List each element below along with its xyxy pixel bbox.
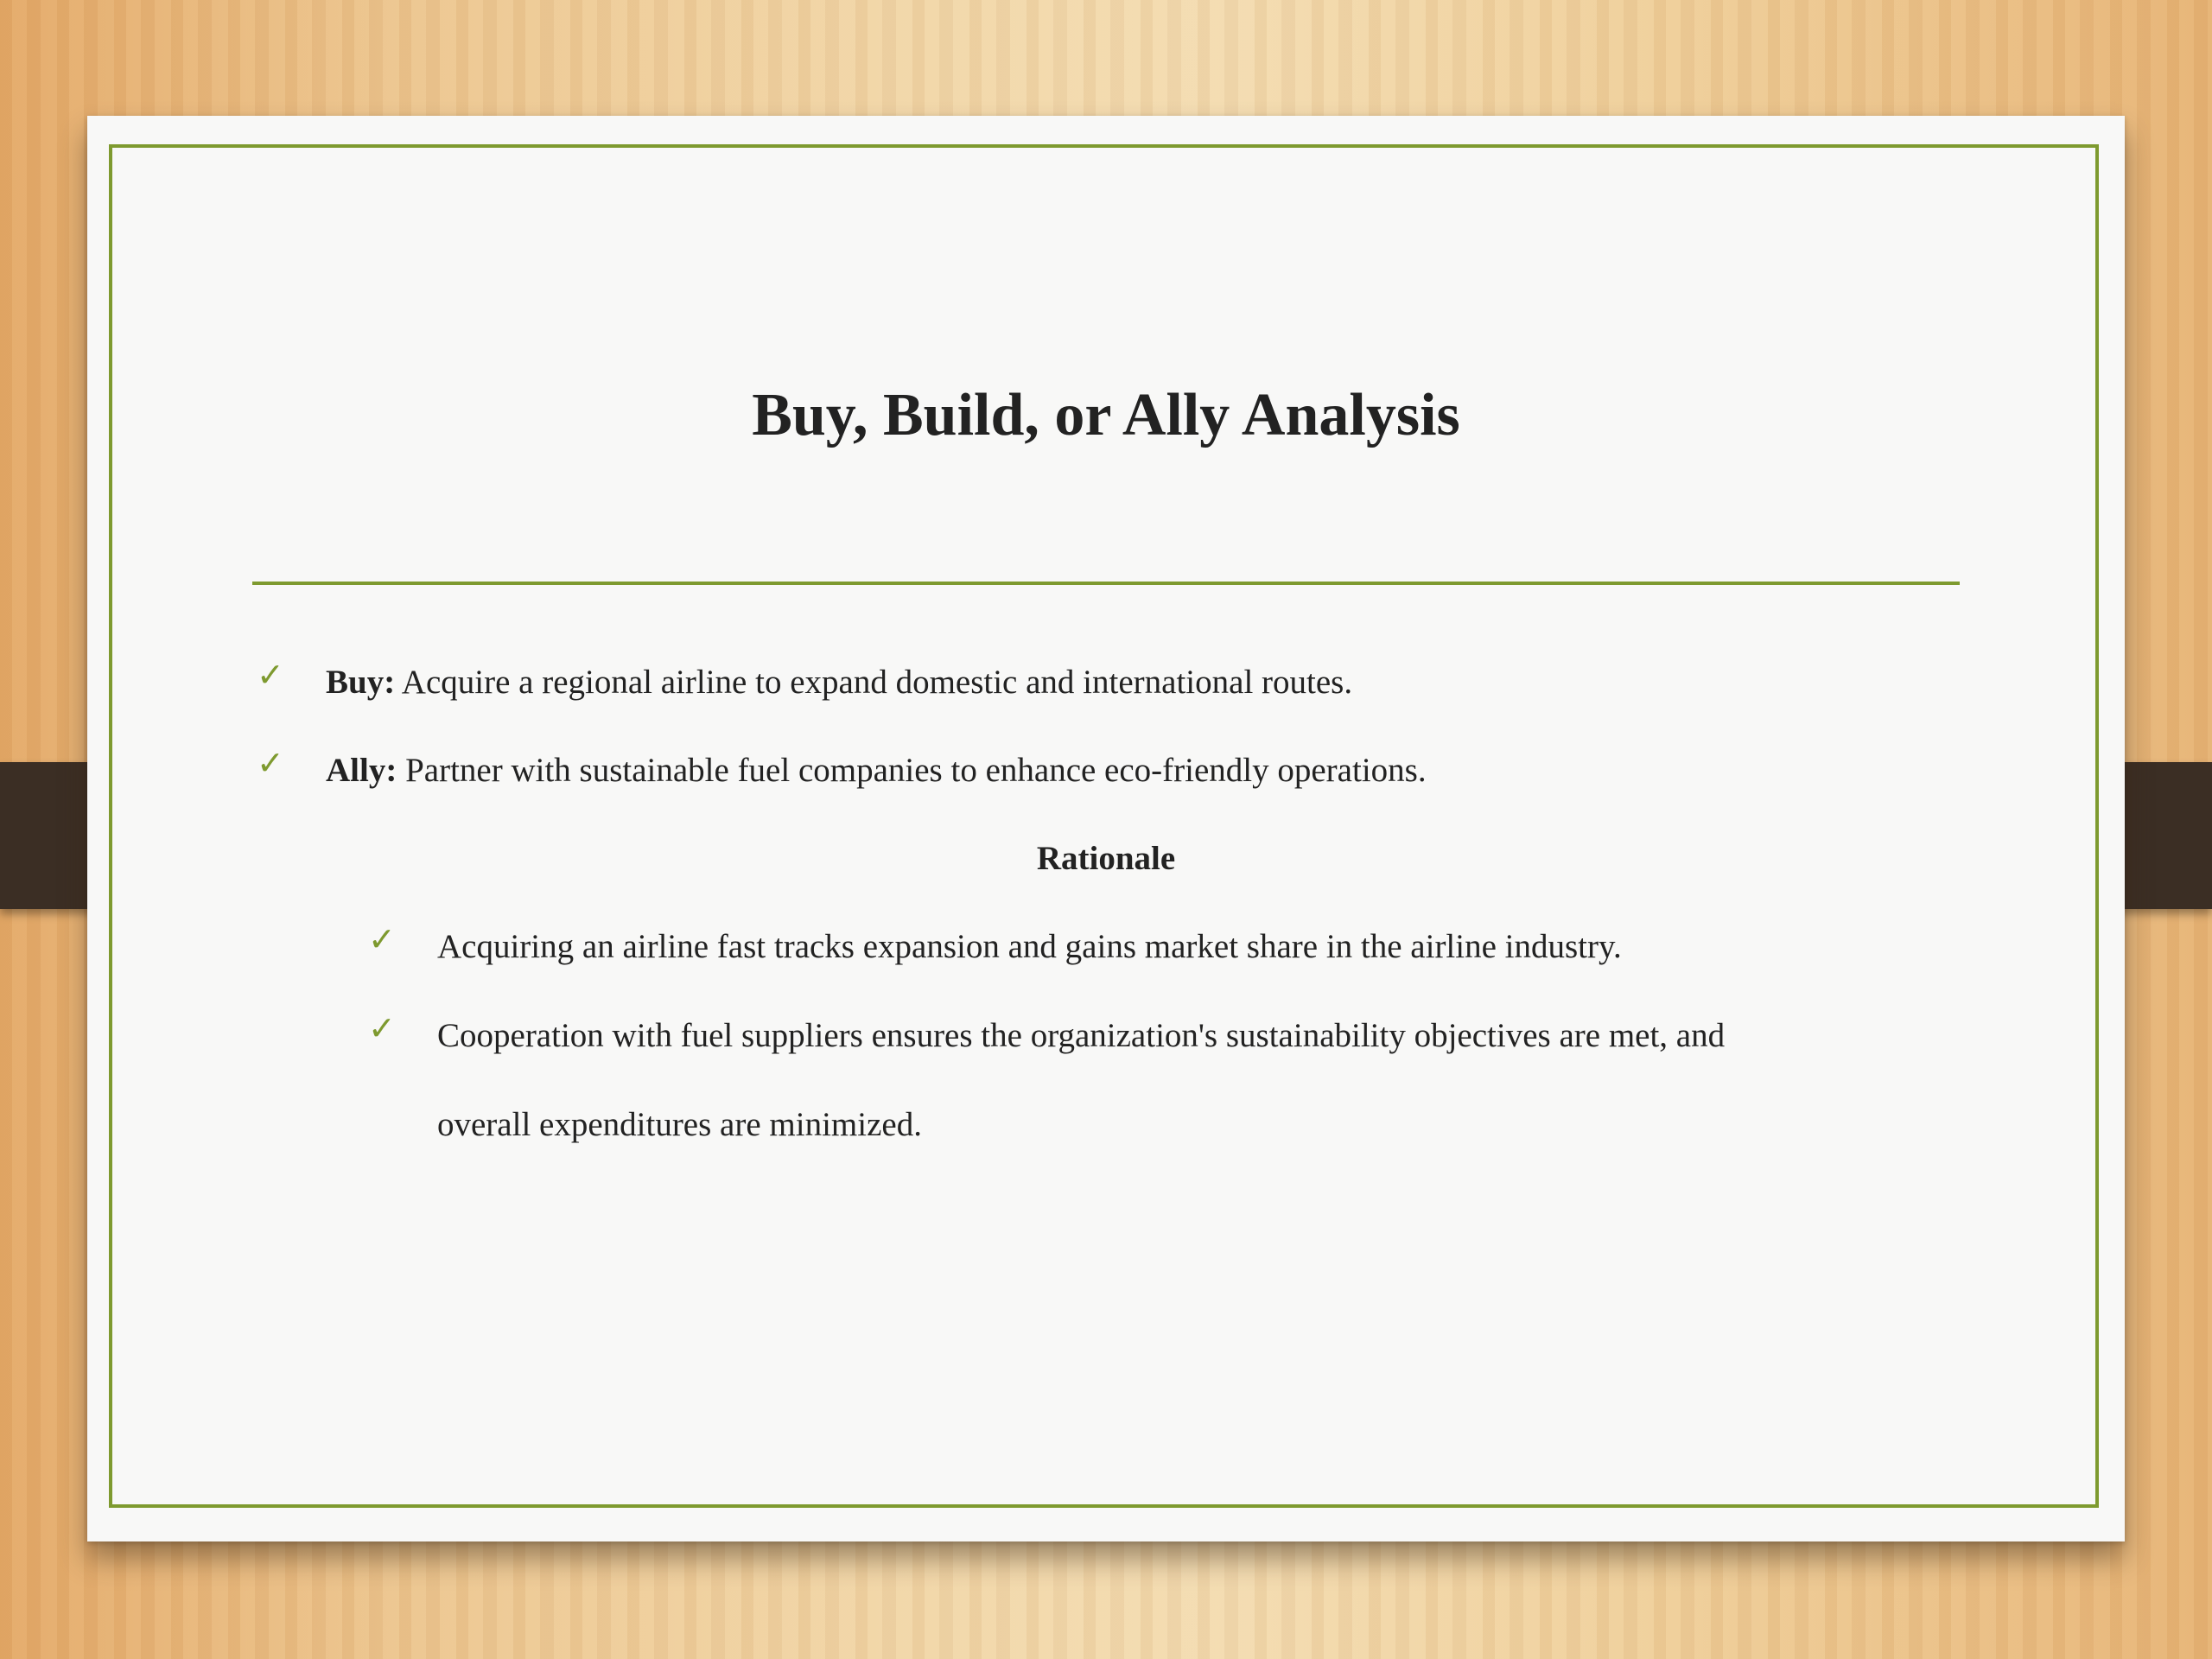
rationale-item-1: Acquiring an airline fast tracks expansion and gains market share in the airline industry. xyxy=(437,928,1622,965)
checkmark-icon: ✓ xyxy=(368,1009,396,1047)
bullet-buy-label: Buy: xyxy=(326,664,396,701)
slide-border-frame xyxy=(109,144,2099,1508)
checkmark-icon: ✓ xyxy=(257,656,284,694)
bullet-buy-text: Acquire a regional airline to expand domestic and international routes. xyxy=(395,664,1353,701)
rationale-heading: Rationale xyxy=(1036,840,1176,877)
bullet-ally xyxy=(326,753,1427,787)
title-divider xyxy=(252,582,1960,585)
slide-title: Buy, Build, or Ally Analysis xyxy=(752,382,1460,448)
bullet-buy xyxy=(326,665,1352,699)
bullet-ally-text: Partner with sustainable fuel companies to enhance eco-friendly operations. xyxy=(397,752,1427,789)
slide xyxy=(87,116,2125,1541)
checkmark-icon: ✓ xyxy=(368,920,396,958)
bullet-ally-label: Ally: xyxy=(326,752,397,789)
checkmark-icon: ✓ xyxy=(257,744,284,782)
rationale-item-2: Cooperation with fuel suppliers ensures the organization's sustainability objectives are met, and xyxy=(437,1017,1726,1054)
rationale-item-2-continuation: overall expenditures are minimized. xyxy=(437,1106,922,1143)
